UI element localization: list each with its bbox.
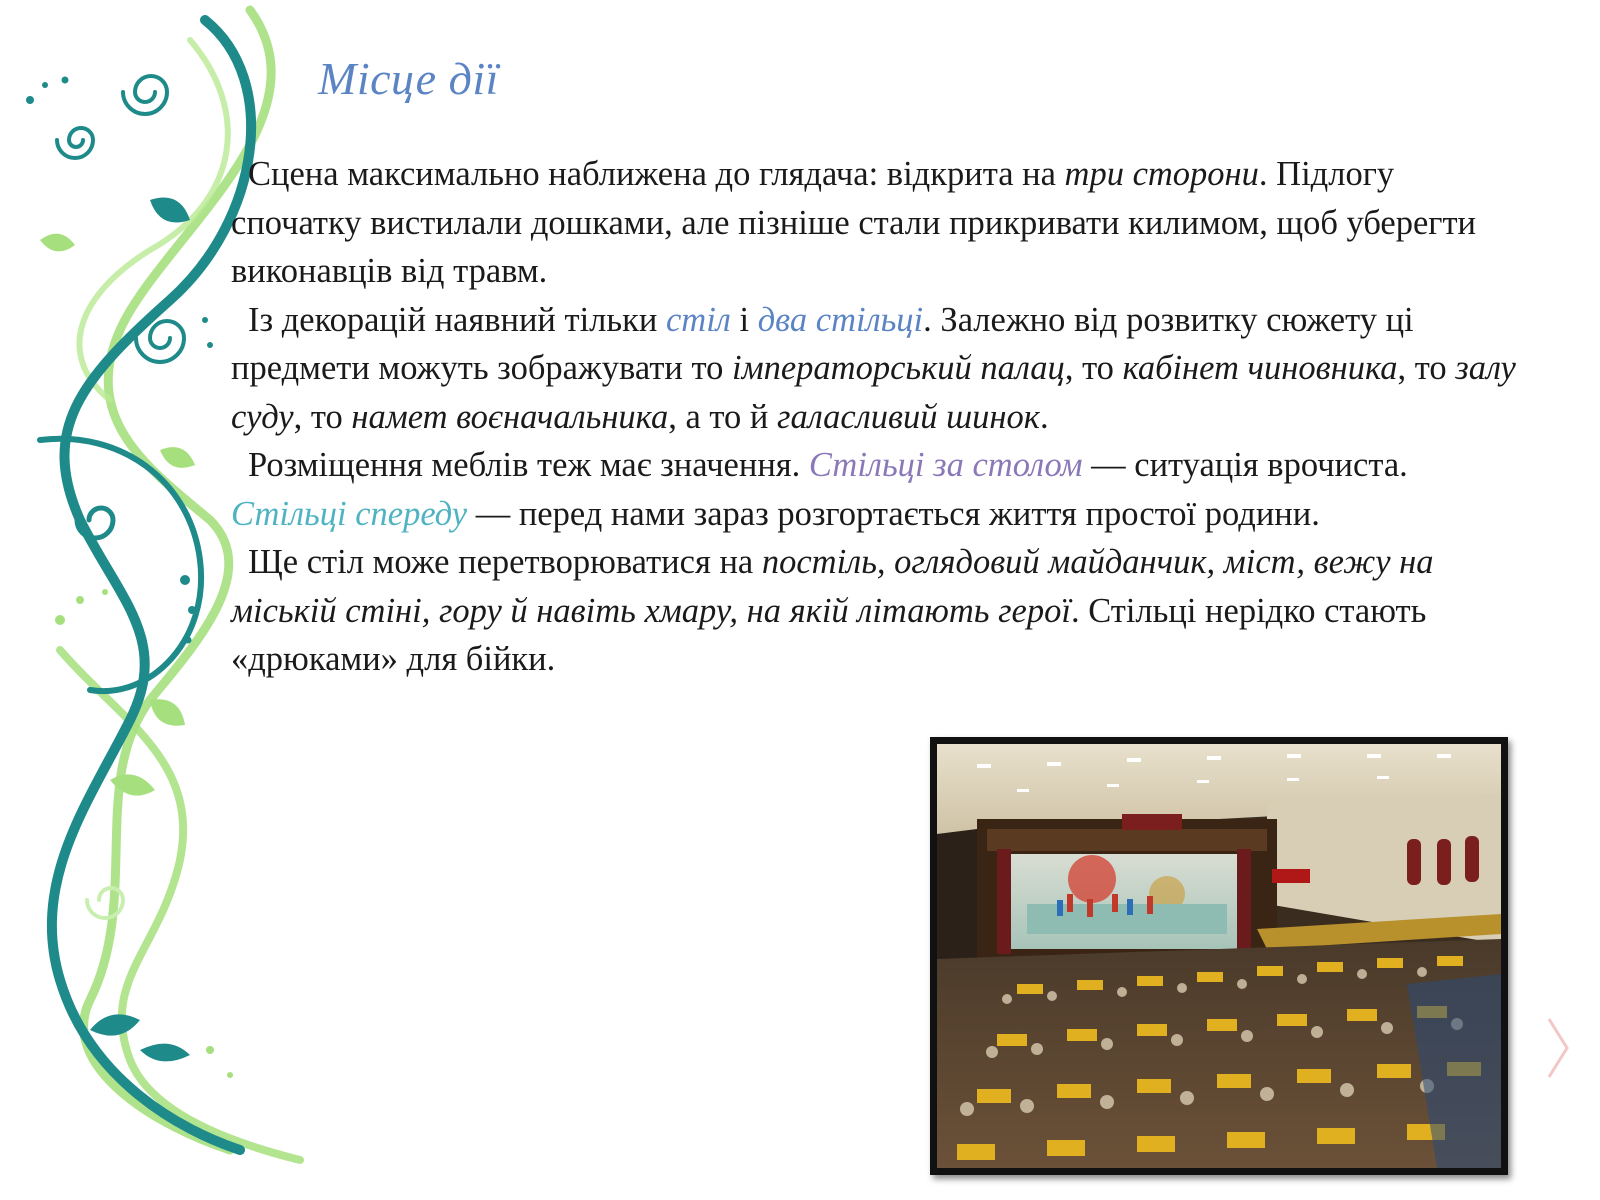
body-paragraph (231, 441, 1531, 538)
emphasis-text: намет воєначальника (351, 397, 669, 436)
emphasis-text: імператорський палац (731, 349, 1065, 387)
text-run: . Підлогу спочатку вистилали дошками, але пізніше стали прикривати килимом, щоб уберегти виконавців від травм. (231, 155, 1476, 290)
emphasis-text: галасливий шинок (777, 397, 1040, 436)
emphasis-text: стіл (665, 300, 731, 339)
emphasis-text: постіль, оглядовий майданчик, міст, вежу на міській стіні, гору й навіть хмару, на якій літають герої (231, 543, 1434, 630)
text-run: . Залежно від розвитку сюжету ці предмети можуть зображувати то (231, 300, 1414, 387)
text-run: — ситуація врочиста. (1082, 446, 1408, 484)
emphasis-text: Стільці спереду (231, 494, 468, 533)
theater-photo (930, 737, 1508, 1175)
body-paragraph (231, 538, 1531, 684)
text-run: Розміщення меблів теж має значення. (248, 446, 809, 484)
body-text (231, 150, 1531, 684)
text-run: Ще стіл може перетворюватися на (248, 543, 762, 581)
emphasis-text: три сторони (1064, 155, 1259, 193)
body-paragraph (231, 150, 1531, 296)
text-run: , то (293, 397, 352, 436)
text-run: . Стільці нерідко стають «дрюками» для бійки. (231, 591, 1427, 678)
emphasis-text: залу суду (231, 349, 1516, 436)
text-run: , а то й (668, 397, 777, 436)
text-run: — перед нами зараз розгортається життя простої родини. (467, 494, 1320, 533)
body-paragraph (231, 296, 1531, 442)
text-run: . (1039, 397, 1049, 436)
text-run: і (730, 300, 758, 339)
arrow-right-icon (1545, 1015, 1571, 1081)
text-run: Із декорацій наявний тільки (248, 300, 666, 339)
text-run: Сцена максимально наближена до глядача: відкрита на (248, 155, 1065, 193)
emphasis-text: Стільці за столом (808, 446, 1083, 484)
slide-title: Місце дії (318, 53, 499, 104)
emphasis-text: два стільці (757, 300, 924, 339)
text-run: , то (1064, 349, 1123, 387)
text-run: , то (1397, 349, 1456, 387)
emphasis-text: кабінет чиновника (1122, 349, 1398, 387)
theater-hall-image (937, 744, 1501, 1168)
